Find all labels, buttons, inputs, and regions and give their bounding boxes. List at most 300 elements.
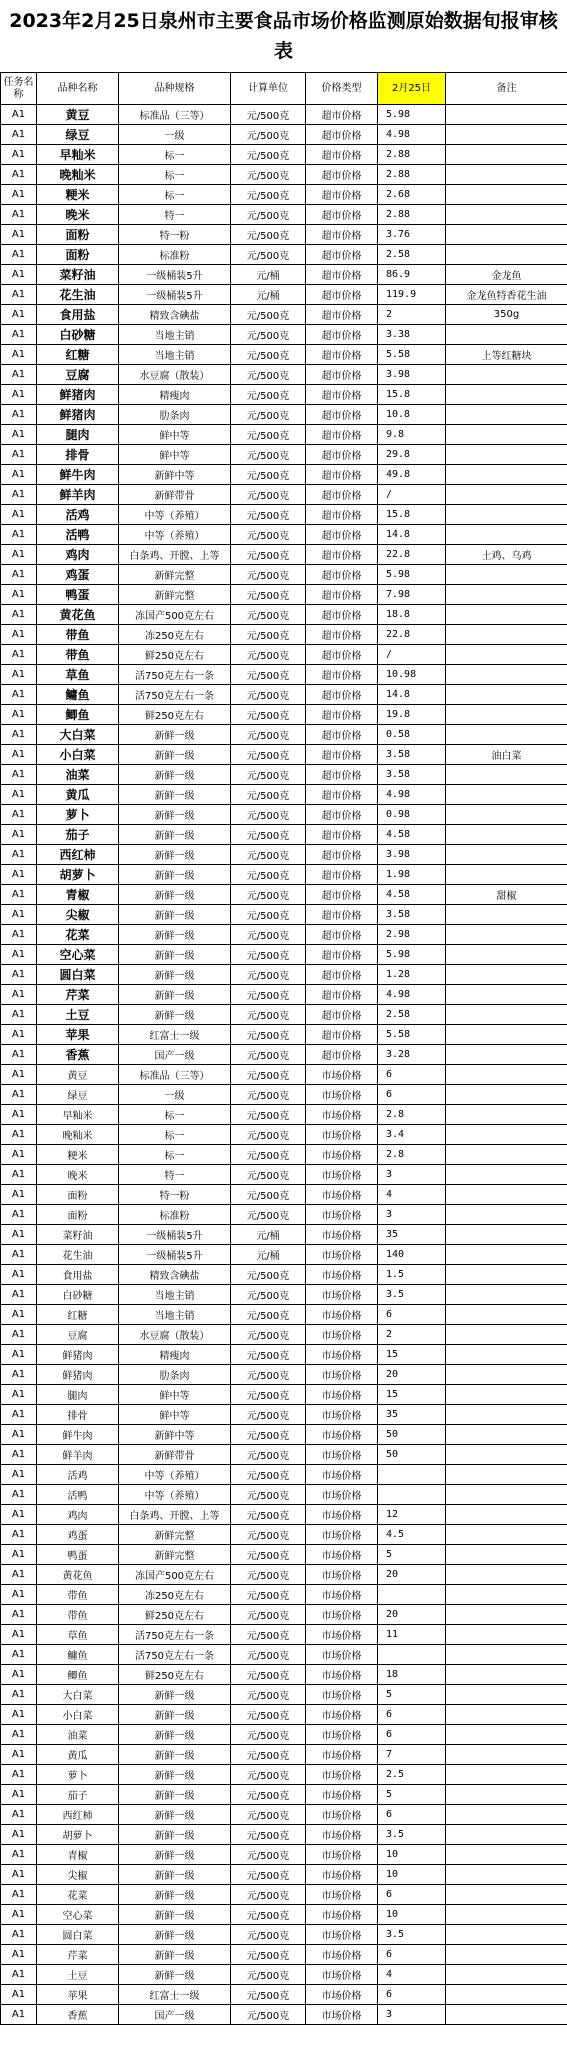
item-spec-cell: 精致含碘盐 [119,1265,231,1285]
table-row [1,1665,567,1685]
unit-cell: 元/500克 [231,545,306,565]
item-name-cell: 青椒 [37,1845,119,1865]
item-name-cell: 鲫鱼 [37,705,119,725]
item-name-cell: 粳米 [37,185,119,205]
task-cell: A1 [1,105,37,125]
remark-cell: 金龙鱼特香花生油 [446,285,567,305]
remark-cell [446,1165,567,1185]
remark-cell [446,565,567,585]
unit-cell: 元/500克 [231,145,306,165]
item-name-cell: 白砂糖 [37,1285,119,1305]
price-type-cell: 超市价格 [306,1025,378,1045]
unit-cell: 元/500克 [231,985,306,1005]
item-name-cell: 晚米 [37,205,119,225]
remark-cell [446,1685,567,1705]
item-spec-cell: 标一 [119,1145,231,1165]
table-row [1,745,567,765]
item-name-cell: 食用盐 [37,305,119,325]
item-spec-cell: 红富士一级 [119,1985,231,2005]
price-cell: 2.58 [378,245,446,265]
unit-cell: 元/桶 [231,1225,306,1245]
price-type-cell: 超市价格 [306,365,378,385]
unit-cell: 元/500克 [231,1665,306,1685]
price-type-cell: 市场价格 [306,1265,378,1285]
header-price-type: 价格类型 [306,73,378,105]
unit-cell: 元/500克 [231,1165,306,1185]
item-spec-cell: 新鲜完整 [119,565,231,585]
task-cell: A1 [1,1385,37,1405]
task-cell: A1 [1,1785,37,1805]
price-type-cell: 超市价格 [306,545,378,565]
task-cell: A1 [1,125,37,145]
task-cell: A1 [1,585,37,605]
item-name-cell: 鸡肉 [37,545,119,565]
price-cell: 12 [378,1505,446,1525]
item-name-cell: 面粉 [37,1185,119,1205]
item-spec-cell: 新鲜完整 [119,1545,231,1565]
price-cell: 3.76 [378,225,446,245]
remark-cell [446,1905,567,1925]
table-row [1,405,567,425]
task-cell: A1 [1,1025,37,1045]
price-cell: 10.98 [378,665,446,685]
task-cell: A1 [1,525,37,545]
price-cell: 4.98 [378,985,446,1005]
price-cell: 49.8 [378,465,446,485]
task-cell: A1 [1,405,37,425]
price-cell: 15.8 [378,385,446,405]
price-type-cell: 市场价格 [306,1865,378,1885]
task-cell: A1 [1,1485,37,1505]
price-cell: 10 [378,1845,446,1865]
unit-cell: 元/500克 [231,1685,306,1705]
price-type-cell: 市场价格 [306,1805,378,1825]
item-spec-cell: 国产一级 [119,2005,231,2025]
remark-cell [446,1505,567,1525]
item-name-cell: 大白菜 [37,725,119,745]
remark-cell [446,1725,567,1745]
price-type-cell: 超市价格 [306,525,378,545]
unit-cell: 元/500克 [231,1265,306,1285]
unit-cell: 元/500克 [231,205,306,225]
item-spec-cell: 鲜中等 [119,445,231,465]
unit-cell: 元/500克 [231,1485,306,1505]
table-row [1,945,567,965]
unit-cell: 元/500克 [231,445,306,465]
unit-cell: 元/500克 [231,1465,306,1485]
task-cell: A1 [1,885,37,905]
price-type-cell: 超市价格 [306,305,378,325]
unit-cell: 元/500克 [231,2005,306,2025]
price-type-cell: 市场价格 [306,1325,378,1345]
unit-cell: 元/500克 [231,365,306,385]
item-spec-cell: 水豆腐（散装） [119,365,231,385]
remark-cell [446,1985,567,2005]
task-cell: A1 [1,1445,37,1465]
unit-cell: 元/500克 [231,1385,306,1405]
remark-cell [446,1705,567,1725]
price-type-cell: 市场价格 [306,1105,378,1125]
remark-cell [446,1185,567,1205]
item-name-cell: 鸡蛋 [37,565,119,585]
item-name-cell: 西红柿 [37,845,119,865]
table-row [1,1765,567,1785]
item-spec-cell: 一级桶装5升 [119,265,231,285]
task-cell: A1 [1,1125,37,1145]
price-type-cell: 超市价格 [306,605,378,625]
item-spec-cell: 水豆腐（散装） [119,1325,231,1345]
task-cell: A1 [1,385,37,405]
remark-cell [446,465,567,485]
remark-cell [446,965,567,985]
table-row [1,1825,567,1845]
header-date: 2月25日 [378,73,446,105]
item-name-cell: 鲜牛肉 [37,465,119,485]
price-type-cell: 超市价格 [306,405,378,425]
unit-cell: 元/500克 [231,725,306,745]
remark-cell [446,1285,567,1305]
unit-cell: 元/500克 [231,505,306,525]
item-name-cell: 黄豆 [37,105,119,125]
unit-cell: 元/500克 [231,805,306,825]
item-name-cell: 鳙鱼 [37,685,119,705]
price-cell: 3.58 [378,745,446,765]
price-cell: 3.58 [378,905,446,925]
item-name-cell: 白砂糖 [37,325,119,345]
table-row [1,1985,567,2005]
price-type-cell: 市场价格 [306,1305,378,1325]
unit-cell: 元/500克 [231,1525,306,1545]
unit-cell: 元/500克 [231,665,306,685]
item-name-cell: 鲜牛肉 [37,1425,119,1445]
unit-cell: 元/500克 [231,1765,306,1785]
task-cell: A1 [1,605,37,625]
price-type-cell: 市场价格 [306,1905,378,1925]
unit-cell: 元/500克 [231,785,306,805]
item-name-cell: 粳米 [37,1145,119,1165]
item-name-cell: 鸡肉 [37,1505,119,1525]
remark-cell [446,625,567,645]
price-cell: 3 [378,2005,446,2025]
item-name-cell: 胡萝卜 [37,865,119,885]
remark-cell [446,1785,567,1805]
unit-cell: 元/500克 [231,1565,306,1585]
table-row [1,185,567,205]
item-spec-cell: 中等（养殖） [119,525,231,545]
unit-cell: 元/500克 [231,1845,306,1865]
unit-cell: 元/500克 [231,745,306,765]
table-row [1,1525,567,1545]
task-cell: A1 [1,825,37,845]
price-cell: 2.8 [378,1145,446,1165]
task-cell: A1 [1,225,37,245]
price-type-cell: 超市价格 [306,625,378,645]
item-spec-cell: 精瘦肉 [119,385,231,405]
item-name-cell: 鲜猪肉 [37,405,119,425]
item-name-cell: 黄瓜 [37,1745,119,1765]
item-name-cell: 活鸭 [37,1485,119,1505]
table-row [1,785,567,805]
price-type-cell: 超市价格 [306,885,378,905]
price-type-cell: 超市价格 [306,205,378,225]
price-type-cell: 超市价格 [306,965,378,985]
item-spec-cell: 精致含碘盐 [119,305,231,325]
item-spec-cell: 冻国产500克左右 [119,605,231,625]
unit-cell: 元/500克 [231,125,306,145]
table-row [1,1725,567,1745]
price-type-cell: 超市价格 [306,1045,378,1065]
remark-cell [446,1665,567,1685]
table-row [1,965,567,985]
item-spec-cell: 当地主销 [119,345,231,365]
remark-cell [446,1625,567,1645]
item-name-cell: 西红柿 [37,1805,119,1825]
remark-cell [446,1105,567,1125]
unit-cell: 元/500克 [231,325,306,345]
table-row [1,585,567,605]
price-type-cell: 超市价格 [306,725,378,745]
remark-cell [446,725,567,745]
price-type-cell: 超市价格 [306,1005,378,1025]
unit-cell: 元/500克 [231,1285,306,1305]
price-type-cell: 超市价格 [306,645,378,665]
item-name-cell: 红糖 [37,1305,119,1325]
price-cell: 6 [378,1985,446,2005]
item-spec-cell: 新鲜一级 [119,1865,231,1885]
item-spec-cell: 标一 [119,145,231,165]
price-cell: 9.8 [378,425,446,445]
remark-cell [446,205,567,225]
item-name-cell: 花生油 [37,285,119,305]
item-name-cell: 鸡蛋 [37,1525,119,1545]
table-row [1,825,567,845]
remark-cell [446,145,567,165]
remark-cell [446,1425,567,1445]
table-row [1,1845,567,1865]
remark-cell [446,1065,567,1085]
price-type-cell: 超市价格 [306,265,378,285]
unit-cell: 元/500克 [231,1325,306,1345]
unit-cell: 元/500克 [231,1785,306,1805]
table-row [1,1585,567,1605]
price-type-cell: 超市价格 [306,145,378,165]
task-cell: A1 [1,1625,37,1645]
item-spec-cell: 中等（养殖） [119,1485,231,1505]
item-spec-cell: 新鲜一级 [119,785,231,805]
item-name-cell: 面粉 [37,1205,119,1225]
item-spec-cell: 标准粉 [119,245,231,265]
price-cell: 0.58 [378,725,446,745]
item-name-cell: 腿肉 [37,425,119,445]
price-cell: 6 [378,1305,446,1325]
task-cell: A1 [1,1065,37,1085]
item-spec-cell: 红富士一级 [119,1025,231,1045]
item-spec-cell: 新鲜一级 [119,1765,231,1785]
price-type-cell: 超市价格 [306,925,378,945]
remark-cell [446,425,567,445]
price-type-cell: 市场价格 [306,1685,378,1705]
price-cell: 5.98 [378,565,446,585]
task-cell: A1 [1,865,37,885]
task-cell: A1 [1,785,37,805]
unit-cell: 元/500克 [231,625,306,645]
price-cell: 2.58 [378,1005,446,1025]
task-cell: A1 [1,205,37,225]
unit-cell: 元/500克 [231,1945,306,1965]
remark-cell [446,405,567,425]
task-cell: A1 [1,1885,37,1905]
item-name-cell: 大白菜 [37,1685,119,1705]
item-spec-cell: 新鲜一级 [119,1905,231,1925]
item-name-cell: 豆腐 [37,1325,119,1345]
item-name-cell: 黄花鱼 [37,605,119,625]
price-type-cell: 市场价格 [306,1205,378,1225]
task-cell: A1 [1,365,37,385]
task-cell: A1 [1,645,37,665]
task-cell: A1 [1,305,37,325]
price-type-cell: 超市价格 [306,985,378,1005]
table-row [1,685,567,705]
remark-cell [446,1005,567,1025]
remark-cell [446,1325,567,1345]
remark-cell [446,1485,567,1505]
price-type-cell: 市场价格 [306,1425,378,1445]
item-spec-cell: 新鲜一级 [119,1885,231,1905]
remark-cell: 油白菜 [446,745,567,765]
remark-cell [446,1125,567,1145]
task-cell: A1 [1,1585,37,1605]
table-row [1,1925,567,1945]
remark-cell [446,525,567,545]
price-type-cell: 超市价格 [306,465,378,485]
task-cell: A1 [1,965,37,985]
price-cell: 5.98 [378,105,446,125]
price-type-cell: 市场价格 [306,1785,378,1805]
price-type-cell: 超市价格 [306,285,378,305]
table-row [1,1025,567,1045]
price-cell: / [378,485,446,505]
price-cell: 1.98 [378,865,446,885]
price-cell: 10 [378,1865,446,1885]
unit-cell: 元/500克 [231,1205,306,1225]
remark-cell [446,1265,567,1285]
task-cell: A1 [1,1225,37,1245]
item-name-cell: 早籼米 [37,1105,119,1125]
item-spec-cell: 中等（养殖） [119,505,231,525]
task-cell: A1 [1,1265,37,1285]
table-row [1,1305,567,1325]
item-spec-cell: 一级桶装5升 [119,1225,231,1245]
item-spec-cell: 活750克左右一条 [119,1625,231,1645]
remark-cell [446,1645,567,1665]
item-name-cell: 鸭蛋 [37,585,119,605]
price-type-cell: 超市价格 [306,905,378,925]
item-spec-cell: 中等（养殖） [119,1465,231,1485]
price-cell: 6 [378,1945,446,1965]
table-row [1,725,567,745]
table-row [1,645,567,665]
table-row [1,1105,567,1125]
table-row [1,705,567,725]
unit-cell: 元/500克 [231,1605,306,1625]
task-cell: A1 [1,565,37,585]
item-spec-cell: 标一 [119,185,231,205]
price-type-cell: 超市价格 [306,745,378,765]
table-row [1,1145,567,1165]
remark-cell [446,165,567,185]
item-spec-cell: 国产一级 [119,1045,231,1065]
table-row [1,865,567,885]
task-cell: A1 [1,1145,37,1165]
remark-cell [446,945,567,965]
task-cell: A1 [1,1285,37,1305]
table-row [1,385,567,405]
item-spec-cell: 新鲜一级 [119,845,231,865]
unit-cell: 元/500克 [231,685,306,705]
item-spec-cell: 新鲜一级 [119,1805,231,1825]
item-name-cell: 芹菜 [37,1945,119,1965]
price-cell: 29.8 [378,445,446,465]
price-type-cell: 超市价格 [306,125,378,145]
remark-cell [446,605,567,625]
item-spec-cell: 一级 [119,125,231,145]
task-cell: A1 [1,705,37,725]
price-type-cell: 超市价格 [306,565,378,585]
remark-cell [446,1545,567,1565]
task-cell: A1 [1,425,37,445]
price-cell: 2.8 [378,1105,446,1125]
task-cell: A1 [1,1685,37,1705]
price-type-cell: 市场价格 [306,1665,378,1685]
item-spec-cell: 新鲜一级 [119,825,231,845]
task-cell: A1 [1,1045,37,1065]
price-type-cell: 超市价格 [306,385,378,405]
price-type-cell: 市场价格 [306,1085,378,1105]
item-spec-cell: 标准品（三等） [119,105,231,125]
remark-cell [446,1025,567,1045]
item-spec-cell: 特一 [119,1165,231,1185]
header-item-name: 品种名称 [37,73,119,105]
item-spec-cell: 一级桶装5升 [119,285,231,305]
price-type-cell: 超市价格 [306,685,378,705]
item-name-cell: 面粉 [37,225,119,245]
price-type-cell: 市场价格 [306,1125,378,1145]
table-row [1,1425,567,1445]
unit-cell: 元/500克 [231,1645,306,1665]
item-name-cell: 面粉 [37,245,119,265]
header-item-spec: 品种规格 [119,73,231,105]
unit-cell: 元/500克 [231,885,306,905]
price-type-cell: 超市价格 [306,665,378,685]
task-cell: A1 [1,1245,37,1265]
item-name-cell: 苹果 [37,1985,119,2005]
price-type-cell: 市场价格 [306,1405,378,1425]
price-type-cell: 市场价格 [306,1605,378,1625]
item-spec-cell: 新鲜一级 [119,905,231,925]
price-cell: 50 [378,1445,446,1465]
item-name-cell: 排骨 [37,445,119,465]
item-name-cell: 茄子 [37,825,119,845]
price-type-cell: 市场价格 [306,1705,378,1725]
item-name-cell: 草鱼 [37,1625,119,1645]
item-spec-cell: 冻250克左右 [119,625,231,645]
price-cell: 35 [378,1405,446,1425]
table-row [1,285,567,305]
item-name-cell: 绿豆 [37,1085,119,1105]
remark-cell [446,1945,567,1965]
item-name-cell: 菜籽油 [37,265,119,285]
price-cell: 3.4 [378,1125,446,1145]
